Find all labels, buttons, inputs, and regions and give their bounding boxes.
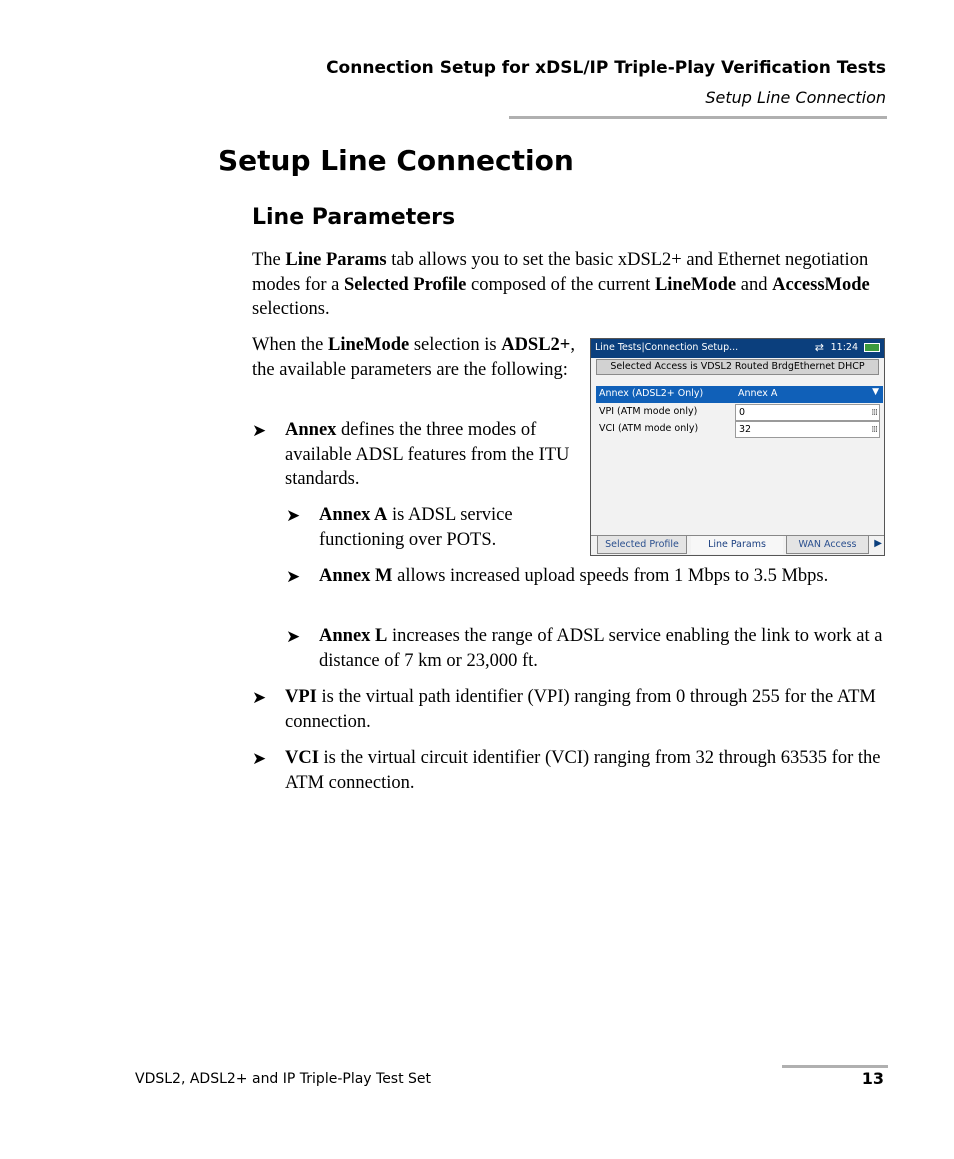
- annex-row[interactable]: [596, 386, 883, 403]
- page-title: Setup Line Connection: [218, 144, 574, 177]
- bullet-arrow-icon: ➤: [286, 567, 301, 587]
- vci-row: [596, 421, 883, 438]
- intro-bold-selected-profile: Selected Profile: [343, 274, 467, 295]
- when-bold-linemode: LineMode: [328, 335, 410, 355]
- vci-label: VCI (ATM mode only): [599, 423, 699, 434]
- bullet-arrow-icon: ➤: [252, 749, 267, 769]
- device-screenshot: [590, 338, 885, 556]
- intro-text-3: composed of the current: [466, 274, 655, 295]
- dropdown-arrow-icon[interactable]: ▼: [872, 387, 879, 397]
- intro-text-4: and: [736, 274, 773, 295]
- bullet-annex-m: [286, 564, 846, 590]
- footer-product-name: VDSL2, ADSL2+ and IP Triple-Play Test Set: [135, 1071, 432, 1087]
- intro-paragraph: [252, 248, 872, 322]
- section-title: Line Parameters: [252, 205, 456, 230]
- annex-select[interactable]: Annex A: [738, 388, 778, 399]
- vpi-label: VPI (ATM mode only): [599, 406, 698, 417]
- bullet-annex-text: Annex defines the three modes of available ADSL features from the ITU standards.: [285, 420, 570, 489]
- tab-scroll-right-icon[interactable]: ▶: [874, 538, 882, 549]
- bullet-arrow-icon: ➤: [252, 421, 267, 441]
- bullet-annex-l-text: Annex L increases the range of ADSL service enabling the link to work at a distance of 7 km or 23,000 ft.: [319, 626, 883, 671]
- running-header-title: Connection Setup for xDSL/IP Triple-Play Verification Tests: [326, 58, 886, 78]
- intro-bold-line-params: Line Params: [285, 250, 387, 270]
- bullet-arrow-icon: ➤: [252, 688, 267, 708]
- connection-icon: ⇄: [814, 341, 824, 354]
- bullet-vpi-text: VPI is the virtual path identifier (VPI) ranging from 0 through 255 for the ATM connection.: [285, 687, 876, 732]
- bullet-annex-a: [286, 503, 576, 552]
- bullet-annex-m-text: Annex M allows increased upload speeds from 1 Mbps to 3.5 Mbps.: [319, 566, 829, 586]
- bullet-vci: [252, 746, 892, 795]
- bullet-annex: [252, 418, 582, 492]
- running-header-subtitle: Setup Line Connection: [705, 88, 886, 107]
- vpi-value: 0: [739, 407, 746, 418]
- header-rule: [509, 116, 887, 119]
- bullet-vpi: [252, 685, 892, 734]
- vpi-input[interactable]: [735, 404, 880, 421]
- bullet-annex-l: [286, 624, 886, 673]
- intro-bold-linemode: LineMode: [654, 274, 737, 295]
- bullet-arrow-icon: ➤: [286, 506, 301, 526]
- keypad-icon[interactable]: ⁞⁞⁞: [871, 425, 877, 435]
- vci-value: 32: [739, 424, 752, 435]
- device-clock: 11:24: [830, 342, 858, 353]
- linemode-paragraph: [252, 333, 582, 382]
- bullet-annex-a-text: Annex A is ADSL service functioning over POTS.: [319, 505, 513, 550]
- tab-selected-profile[interactable]: Selected Profile: [597, 536, 687, 554]
- device-title: Line Tests|Connection Setup...: [595, 342, 739, 353]
- footer-rule: [782, 1065, 888, 1068]
- bullet-vci-text: VCI is the virtual circuit identifier (VCI) ranging from 32 through 63535 for the ATM connection.: [285, 748, 881, 793]
- when-text-1: When the: [252, 335, 329, 355]
- selected-access-bar: Selected Access is VDSL2 Routed BrdgEthernet DHCP: [596, 359, 879, 375]
- when-bold-adsl2plus: ADSL2+: [501, 335, 571, 355]
- tab-line-params[interactable]: Line Params: [691, 536, 783, 554]
- device-titlebar: [591, 339, 884, 358]
- annex-label: Annex (ADSL2+ Only): [599, 388, 704, 399]
- vpi-row: [596, 404, 883, 421]
- when-text-2: selection is: [409, 335, 502, 355]
- keypad-icon[interactable]: ⁞⁞⁞: [871, 408, 877, 418]
- page-number: 13: [861, 1069, 884, 1088]
- vci-input[interactable]: [735, 421, 880, 438]
- when-text-3: , the available parameters are the following:: [252, 335, 575, 380]
- intro-text-5: selections.: [252, 299, 330, 319]
- intro-bold-accessmode: AccessMode: [772, 274, 870, 295]
- device-tab-bar: [591, 535, 884, 555]
- bullet-arrow-icon: ➤: [286, 627, 301, 647]
- battery-icon: [864, 343, 880, 352]
- intro-text-1: The: [252, 250, 286, 270]
- intro-text-2: tab allows you to set the basic xDSL2+ and Ethernet negotiation modes for a: [252, 250, 869, 295]
- tab-wan-access[interactable]: WAN Access: [786, 536, 869, 554]
